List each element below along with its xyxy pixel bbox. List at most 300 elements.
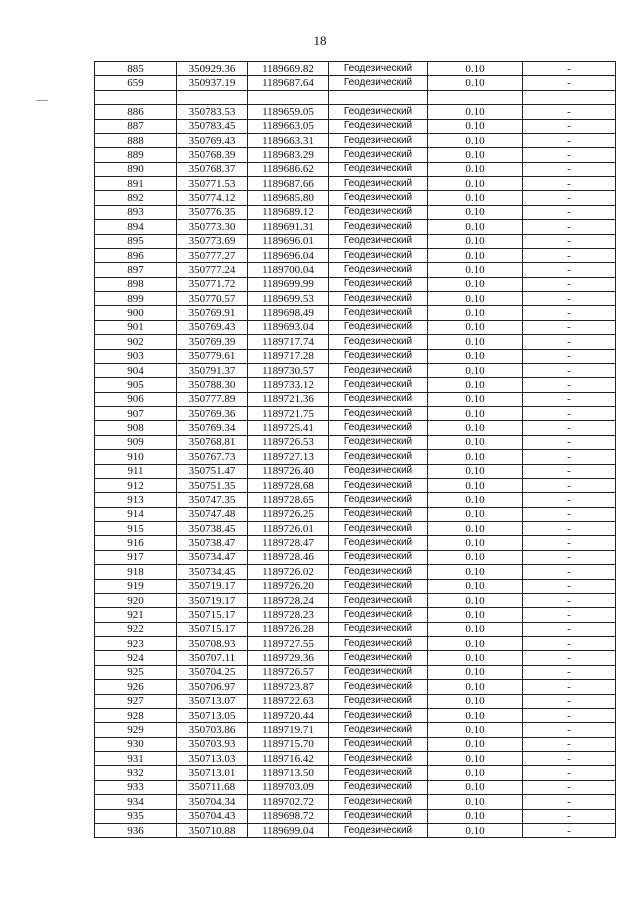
x-coordinate-cell: 350713.01: [177, 766, 248, 780]
x-coordinate-cell: 350738.45: [177, 522, 248, 536]
table-row: [95, 191, 616, 205]
method-cell: Геодезический: [329, 536, 428, 550]
precision-cell: 0.10: [428, 536, 523, 550]
table-row: [95, 593, 616, 607]
note-cell: -: [523, 651, 616, 665]
table-row: [95, 478, 616, 492]
note-cell: -: [523, 809, 616, 823]
method-cell: Геодезический: [329, 464, 428, 478]
note-cell: -: [523, 608, 616, 622]
method-cell: Геодезический: [329, 378, 428, 392]
y-coordinate-cell: 1189726.57: [248, 665, 329, 679]
table-row: [95, 550, 616, 564]
precision-cell: 0.10: [428, 320, 523, 334]
point-number-cell: 909: [95, 435, 177, 449]
table-row: [95, 119, 616, 133]
point-number-cell: 885: [95, 62, 177, 76]
note-cell: -: [523, 622, 616, 636]
method-cell: Геодезический: [329, 593, 428, 607]
precision-cell: 0.10: [428, 133, 523, 147]
note-cell: -: [523, 205, 616, 219]
point-number-cell: 893: [95, 205, 177, 219]
point-number-cell: 922: [95, 622, 177, 636]
method-cell: Геодезический: [329, 248, 428, 262]
note-cell: -: [523, 119, 616, 133]
method-cell: Геодезический: [329, 162, 428, 176]
table-row: [95, 277, 616, 291]
method-cell: Геодезический: [329, 277, 428, 291]
x-coordinate-cell: 350706.97: [177, 680, 248, 694]
note-cell: -: [523, 320, 616, 334]
method-cell: Геодезический: [329, 665, 428, 679]
note-cell: -: [523, 306, 616, 320]
empty-cell: [95, 90, 177, 104]
method-cell: Геодезический: [329, 119, 428, 133]
table-row: [95, 536, 616, 550]
method-cell: Геодезический: [329, 752, 428, 766]
note-cell: -: [523, 392, 616, 406]
point-number-cell: 926: [95, 680, 177, 694]
note-cell: -: [523, 795, 616, 809]
y-coordinate-cell: 1189699.99: [248, 277, 329, 291]
note-cell: -: [523, 579, 616, 593]
x-coordinate-cell: 350768.37: [177, 162, 248, 176]
table-row: [95, 464, 616, 478]
blank-separator-row: [95, 90, 616, 104]
method-cell: Геодезический: [329, 306, 428, 320]
point-number-cell: 891: [95, 177, 177, 191]
method-cell: Геодезический: [329, 105, 428, 119]
note-cell: -: [523, 220, 616, 234]
precision-cell: 0.10: [428, 392, 523, 406]
method-cell: Геодезический: [329, 220, 428, 234]
y-coordinate-cell: 1189698.49: [248, 306, 329, 320]
point-number-cell: 886: [95, 105, 177, 119]
table-row: [95, 450, 616, 464]
x-coordinate-cell: 350710.88: [177, 823, 248, 837]
table-row: [95, 680, 616, 694]
table-row: [95, 565, 616, 579]
x-coordinate-cell: 350768.39: [177, 148, 248, 162]
x-coordinate-cell: 350783.45: [177, 119, 248, 133]
x-coordinate-cell: 350779.61: [177, 349, 248, 363]
method-cell: Геодезический: [329, 234, 428, 248]
table-row: [95, 823, 616, 837]
precision-cell: 0.10: [428, 823, 523, 837]
precision-cell: 0.10: [428, 435, 523, 449]
note-cell: -: [523, 680, 616, 694]
point-number-cell: 917: [95, 550, 177, 564]
precision-cell: 0.10: [428, 665, 523, 679]
note-cell: -: [523, 248, 616, 262]
y-coordinate-cell: 1189663.05: [248, 119, 329, 133]
precision-cell: 0.10: [428, 622, 523, 636]
precision-cell: 0.10: [428, 522, 523, 536]
method-cell: Геодезический: [329, 680, 428, 694]
y-coordinate-cell: 1189723.87: [248, 680, 329, 694]
method-cell: Геодезический: [329, 651, 428, 665]
method-cell: Геодезический: [329, 363, 428, 377]
method-cell: Геодезический: [329, 780, 428, 794]
method-cell: Геодезический: [329, 478, 428, 492]
note-cell: -: [523, 277, 616, 291]
y-coordinate-cell: 1189713.50: [248, 766, 329, 780]
note-cell: -: [523, 493, 616, 507]
x-coordinate-cell: 350788.30: [177, 378, 248, 392]
note-cell: -: [523, 450, 616, 464]
scan-mark: [36, 100, 48, 101]
note-cell: -: [523, 148, 616, 162]
precision-cell: 0.10: [428, 637, 523, 651]
y-coordinate-cell: 1189699.53: [248, 292, 329, 306]
method-cell: Геодезический: [329, 809, 428, 823]
point-number-cell: 925: [95, 665, 177, 679]
note-cell: -: [523, 421, 616, 435]
note-cell: -: [523, 263, 616, 277]
precision-cell: 0.10: [428, 162, 523, 176]
x-coordinate-cell: 350715.17: [177, 608, 248, 622]
x-coordinate-cell: 350774.12: [177, 191, 248, 205]
y-coordinate-cell: 1189717.28: [248, 349, 329, 363]
x-coordinate-cell: 350769.36: [177, 407, 248, 421]
point-number-cell: 890: [95, 162, 177, 176]
point-number-cell: 901: [95, 320, 177, 334]
precision-cell: 0.10: [428, 608, 523, 622]
method-cell: Геодезический: [329, 550, 428, 564]
precision-cell: 0.10: [428, 450, 523, 464]
x-coordinate-cell: 350768.81: [177, 435, 248, 449]
note-cell: -: [523, 133, 616, 147]
method-cell: Геодезический: [329, 349, 428, 363]
point-number-cell: 927: [95, 694, 177, 708]
method-cell: Геодезический: [329, 823, 428, 837]
y-coordinate-cell: 1189721.75: [248, 407, 329, 421]
method-cell: Геодезический: [329, 177, 428, 191]
point-number-cell: 889: [95, 148, 177, 162]
point-number-cell: 902: [95, 335, 177, 349]
table-row: [95, 76, 616, 90]
table-row: [95, 349, 616, 363]
x-coordinate-cell: 350771.72: [177, 277, 248, 291]
point-number-cell: 935: [95, 809, 177, 823]
table-row: [95, 780, 616, 794]
y-coordinate-cell: 1189687.64: [248, 76, 329, 90]
precision-cell: 0.10: [428, 191, 523, 205]
y-coordinate-cell: 1189728.46: [248, 550, 329, 564]
note-cell: -: [523, 478, 616, 492]
method-cell: Геодезический: [329, 263, 428, 277]
precision-cell: 0.10: [428, 292, 523, 306]
point-number-cell: 933: [95, 780, 177, 794]
note-cell: -: [523, 637, 616, 651]
method-cell: Геодезический: [329, 62, 428, 76]
x-coordinate-cell: 350704.25: [177, 665, 248, 679]
note-cell: -: [523, 191, 616, 205]
table-row: [95, 234, 616, 248]
point-number-cell: 913: [95, 493, 177, 507]
y-coordinate-cell: 1189728.65: [248, 493, 329, 507]
note-cell: -: [523, 665, 616, 679]
method-cell: Геодезический: [329, 708, 428, 722]
y-coordinate-cell: 1189726.01: [248, 522, 329, 536]
precision-cell: 0.10: [428, 723, 523, 737]
method-cell: Геодезический: [329, 450, 428, 464]
y-coordinate-cell: 1189687.66: [248, 177, 329, 191]
method-cell: Геодезический: [329, 723, 428, 737]
method-cell: Геодезический: [329, 76, 428, 90]
table-row: [95, 407, 616, 421]
note-cell: -: [523, 464, 616, 478]
method-cell: Геодезический: [329, 493, 428, 507]
x-coordinate-cell: 350734.47: [177, 550, 248, 564]
precision-cell: 0.10: [428, 565, 523, 579]
precision-cell: 0.10: [428, 349, 523, 363]
point-number-cell: 904: [95, 363, 177, 377]
table-row: [95, 435, 616, 449]
note-cell: -: [523, 708, 616, 722]
table-row: [95, 133, 616, 147]
precision-cell: 0.10: [428, 766, 523, 780]
point-number-cell: 905: [95, 378, 177, 392]
table-row: [95, 263, 616, 277]
precision-cell: 0.10: [428, 306, 523, 320]
note-cell: -: [523, 292, 616, 306]
y-coordinate-cell: 1189696.04: [248, 248, 329, 262]
x-coordinate-cell: 350738.47: [177, 536, 248, 550]
point-number-cell: 929: [95, 723, 177, 737]
y-coordinate-cell: 1189722.63: [248, 694, 329, 708]
y-coordinate-cell: 1189693.04: [248, 320, 329, 334]
point-number-cell: 936: [95, 823, 177, 837]
y-coordinate-cell: 1189691.31: [248, 220, 329, 234]
note-cell: -: [523, 536, 616, 550]
table-row: [95, 292, 616, 306]
y-coordinate-cell: 1189733.12: [248, 378, 329, 392]
note-cell: -: [523, 407, 616, 421]
table-row: [95, 752, 616, 766]
point-number-cell: 918: [95, 565, 177, 579]
precision-cell: 0.10: [428, 234, 523, 248]
note-cell: -: [523, 105, 616, 119]
precision-cell: 0.10: [428, 263, 523, 277]
precision-cell: 0.10: [428, 335, 523, 349]
method-cell: Геодезический: [329, 435, 428, 449]
point-number-cell: 900: [95, 306, 177, 320]
method-cell: Геодезический: [329, 737, 428, 751]
x-coordinate-cell: 350719.17: [177, 593, 248, 607]
table-row: [95, 507, 616, 521]
point-number-cell: 910: [95, 450, 177, 464]
table-row: [95, 363, 616, 377]
x-coordinate-cell: 350713.03: [177, 752, 248, 766]
point-number-cell: 932: [95, 766, 177, 780]
precision-cell: 0.10: [428, 507, 523, 521]
y-coordinate-cell: 1189698.72: [248, 809, 329, 823]
note-cell: -: [523, 177, 616, 191]
method-cell: Геодезический: [329, 191, 428, 205]
point-number-cell: 908: [95, 421, 177, 435]
table-row: [95, 148, 616, 162]
note-cell: -: [523, 507, 616, 521]
y-coordinate-cell: 1189702.72: [248, 795, 329, 809]
y-coordinate-cell: 1189717.74: [248, 335, 329, 349]
note-cell: -: [523, 76, 616, 90]
precision-cell: 0.10: [428, 737, 523, 751]
point-number-cell: 899: [95, 292, 177, 306]
table-row: [95, 809, 616, 823]
x-coordinate-cell: 350937.19: [177, 76, 248, 90]
x-coordinate-cell: 350776.35: [177, 205, 248, 219]
x-coordinate-cell: 350747.48: [177, 507, 248, 521]
note-cell: -: [523, 737, 616, 751]
table-row: [95, 608, 616, 622]
x-coordinate-cell: 350769.43: [177, 133, 248, 147]
y-coordinate-cell: 1189726.53: [248, 435, 329, 449]
precision-cell: 0.10: [428, 363, 523, 377]
y-coordinate-cell: 1189683.29: [248, 148, 329, 162]
method-cell: Геодезический: [329, 622, 428, 636]
point-number-cell: 892: [95, 191, 177, 205]
note-cell: -: [523, 565, 616, 579]
x-coordinate-cell: 350711.68: [177, 780, 248, 794]
y-coordinate-cell: 1189721.36: [248, 392, 329, 406]
x-coordinate-cell: 350773.30: [177, 220, 248, 234]
table-row: [95, 105, 616, 119]
table-row: [95, 62, 616, 76]
point-number-cell: 924: [95, 651, 177, 665]
point-number-cell: 934: [95, 795, 177, 809]
x-coordinate-cell: 350704.34: [177, 795, 248, 809]
table-row: [95, 421, 616, 435]
note-cell: -: [523, 593, 616, 607]
x-coordinate-cell: 350771.53: [177, 177, 248, 191]
y-coordinate-cell: 1189726.25: [248, 507, 329, 521]
note-cell: -: [523, 766, 616, 780]
y-coordinate-cell: 1189725.41: [248, 421, 329, 435]
precision-cell: 0.10: [428, 378, 523, 392]
precision-cell: 0.10: [428, 593, 523, 607]
y-coordinate-cell: 1189727.55: [248, 637, 329, 651]
x-coordinate-cell: 350767.73: [177, 450, 248, 464]
table-row: [95, 306, 616, 320]
point-number-cell: 914: [95, 507, 177, 521]
y-coordinate-cell: 1189659.05: [248, 105, 329, 119]
y-coordinate-cell: 1189726.20: [248, 579, 329, 593]
table-row: [95, 493, 616, 507]
point-number-cell: 928: [95, 708, 177, 722]
point-number-cell: 894: [95, 220, 177, 234]
y-coordinate-cell: 1189700.04: [248, 263, 329, 277]
point-number-cell: 907: [95, 407, 177, 421]
precision-cell: 0.10: [428, 478, 523, 492]
y-coordinate-cell: 1189726.02: [248, 565, 329, 579]
note-cell: -: [523, 62, 616, 76]
point-number-cell: 919: [95, 579, 177, 593]
y-coordinate-cell: 1189669.82: [248, 62, 329, 76]
note-cell: -: [523, 234, 616, 248]
table-row: [95, 651, 616, 665]
method-cell: Геодезический: [329, 637, 428, 651]
table-row: [95, 694, 616, 708]
x-coordinate-cell: 350713.07: [177, 694, 248, 708]
point-number-cell: 906: [95, 392, 177, 406]
table-row: [95, 248, 616, 262]
empty-cell: [248, 90, 329, 104]
precision-cell: 0.10: [428, 493, 523, 507]
method-cell: Геодезический: [329, 133, 428, 147]
empty-cell: [329, 90, 428, 104]
point-number-cell: 923: [95, 637, 177, 651]
x-coordinate-cell: 350751.47: [177, 464, 248, 478]
table-row: [95, 708, 616, 722]
point-number-cell: 920: [95, 593, 177, 607]
x-coordinate-cell: 350704.43: [177, 809, 248, 823]
y-coordinate-cell: 1189726.28: [248, 622, 329, 636]
note-cell: -: [523, 823, 616, 837]
precision-cell: 0.10: [428, 708, 523, 722]
y-coordinate-cell: 1189728.24: [248, 593, 329, 607]
method-cell: Геодезический: [329, 320, 428, 334]
x-coordinate-cell: 350747.35: [177, 493, 248, 507]
x-coordinate-cell: 350715.17: [177, 622, 248, 636]
table-row: [95, 723, 616, 737]
x-coordinate-cell: 350713.05: [177, 708, 248, 722]
x-coordinate-cell: 350708.93: [177, 637, 248, 651]
precision-cell: 0.10: [428, 277, 523, 291]
x-coordinate-cell: 350734.45: [177, 565, 248, 579]
precision-cell: 0.10: [428, 550, 523, 564]
y-coordinate-cell: 1189726.40: [248, 464, 329, 478]
method-cell: Геодезический: [329, 292, 428, 306]
page-number: 18: [313, 33, 327, 48]
method-cell: Геодезический: [329, 335, 428, 349]
y-coordinate-cell: 1189696.01: [248, 234, 329, 248]
empty-cell: [523, 90, 616, 104]
x-coordinate-cell: 350707.11: [177, 651, 248, 665]
empty-cell: [177, 90, 248, 104]
precision-cell: 0.10: [428, 177, 523, 191]
table-row: [95, 392, 616, 406]
note-cell: -: [523, 522, 616, 536]
note-cell: -: [523, 780, 616, 794]
x-coordinate-cell: 350773.69: [177, 234, 248, 248]
point-number-cell: 911: [95, 464, 177, 478]
precision-cell: 0.10: [428, 809, 523, 823]
method-cell: Геодезический: [329, 694, 428, 708]
x-coordinate-cell: 350719.17: [177, 579, 248, 593]
point-number-cell: 888: [95, 133, 177, 147]
x-coordinate-cell: 350769.39: [177, 335, 248, 349]
x-coordinate-cell: 350783.53: [177, 105, 248, 119]
method-cell: Геодезический: [329, 205, 428, 219]
precision-cell: 0.10: [428, 651, 523, 665]
point-number-cell: 916: [95, 536, 177, 550]
coordinates-table: [94, 61, 616, 838]
y-coordinate-cell: 1189663.31: [248, 133, 329, 147]
precision-cell: 0.10: [428, 464, 523, 478]
y-coordinate-cell: 1189685.80: [248, 191, 329, 205]
y-coordinate-cell: 1189728.68: [248, 478, 329, 492]
table-row: [95, 665, 616, 679]
precision-cell: 0.10: [428, 780, 523, 794]
point-number-cell: 887: [95, 119, 177, 133]
point-number-cell: 895: [95, 234, 177, 248]
table-row: [95, 220, 616, 234]
note-cell: -: [523, 435, 616, 449]
x-coordinate-cell: 350791.37: [177, 363, 248, 377]
method-cell: Геодезический: [329, 565, 428, 579]
point-number-cell: 898: [95, 277, 177, 291]
